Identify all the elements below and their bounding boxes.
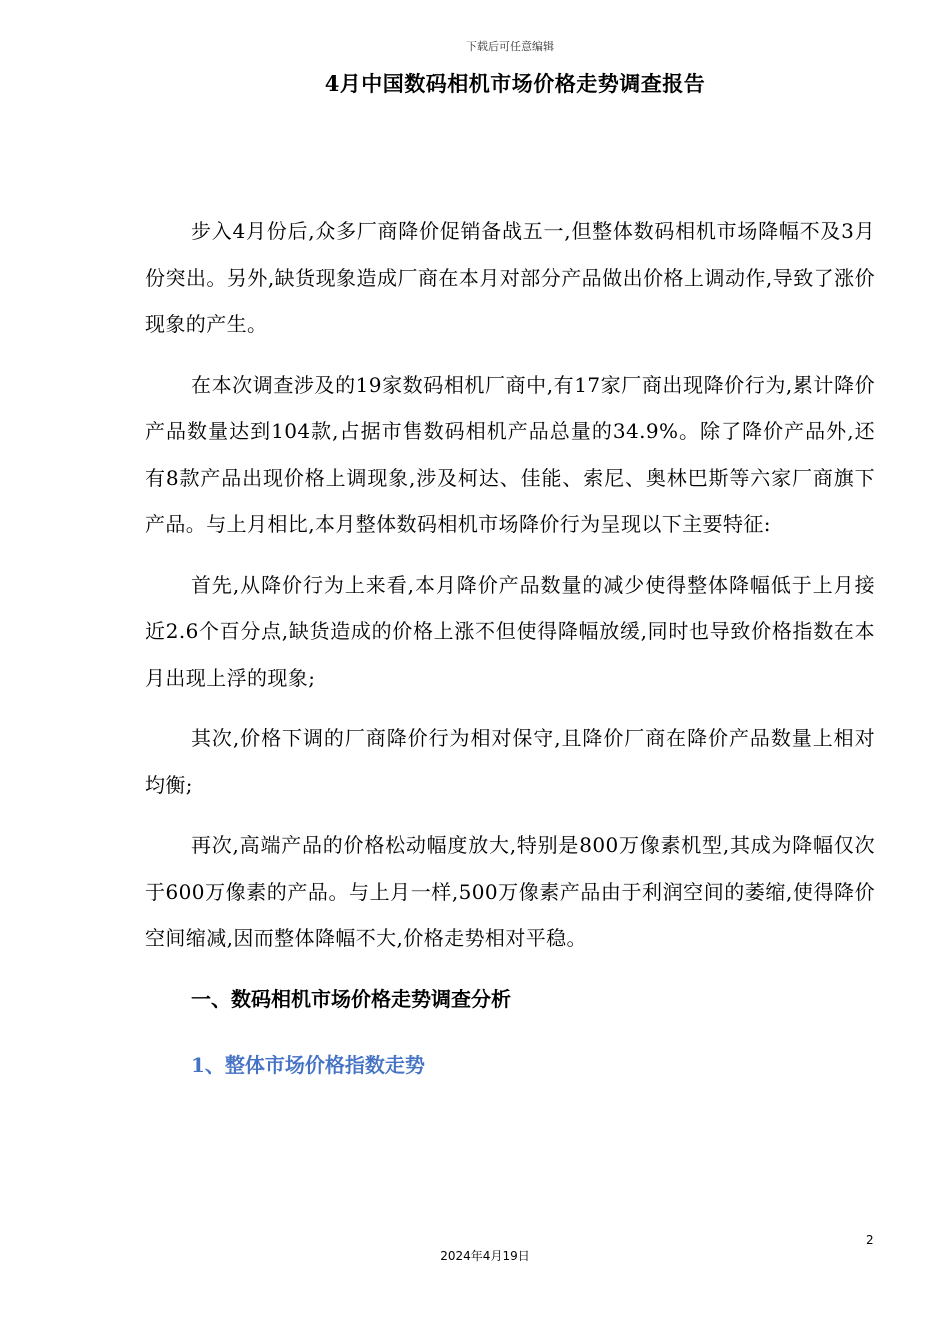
paragraph-1: 步入4月份后,众多厂商降价促销备战五一,但整体数码相机市场降幅不及3月份突出。另外,缺货现象造成厂商在本月对部分产品做出价格上调动作,导致了涨价现象的产生。	[145, 219, 875, 336]
section-heading: 一、数码相机市场价格走势调查分析	[191, 986, 511, 1011]
paragraph-5: 再次,高端产品的价格松动幅度放大,特别是800万像素机型,其成为降幅仅次于600万像素的产品。与上月一样,500万像素产品由于利润空间的萎缩,使得降价空间缩减,因而整体降幅不大,价格走势相对平稳。	[145, 833, 875, 950]
page-number: 2	[866, 1233, 874, 1247]
paragraph-2: 在本次调查涉及的19家数码相机厂商中,有17家厂商出现降价行为,累计降价产品数量达到104款,占据市售数码相机产品总量的34.9%。除了降价产品外,还有8款产品出现价格上调现象,涉及柯达、佳能、索尼、奥林巴斯等六家厂商旗下产品。与上月相比,本月整体数码相机市场降价行为呈现以下主要特征:	[145, 372, 875, 536]
subsection-heading: 1、整体市场价格指数走势	[191, 1052, 425, 1077]
footer-date: 2024年4月19日	[440, 1249, 530, 1263]
paragraph-3: 首先,从降价行为上来看,本月降价产品数量的减少使得整体降幅低于上月接近2.6个百分点,缺货造成的价格上涨不但使得降幅放缓,同时也导致价格指数在本月出现上浮的现象;	[145, 572, 875, 690]
document-title: 4月中国数码相机市场价格走势调查报告	[324, 71, 706, 96]
header-note: 下载后可任意编辑	[466, 40, 554, 53]
document-body	[145, 208, 875, 1088]
paragraph-4: 其次,价格下调的厂商降价行为相对保守,且降价厂商在降价产品数量上相对均衡;	[145, 726, 875, 797]
